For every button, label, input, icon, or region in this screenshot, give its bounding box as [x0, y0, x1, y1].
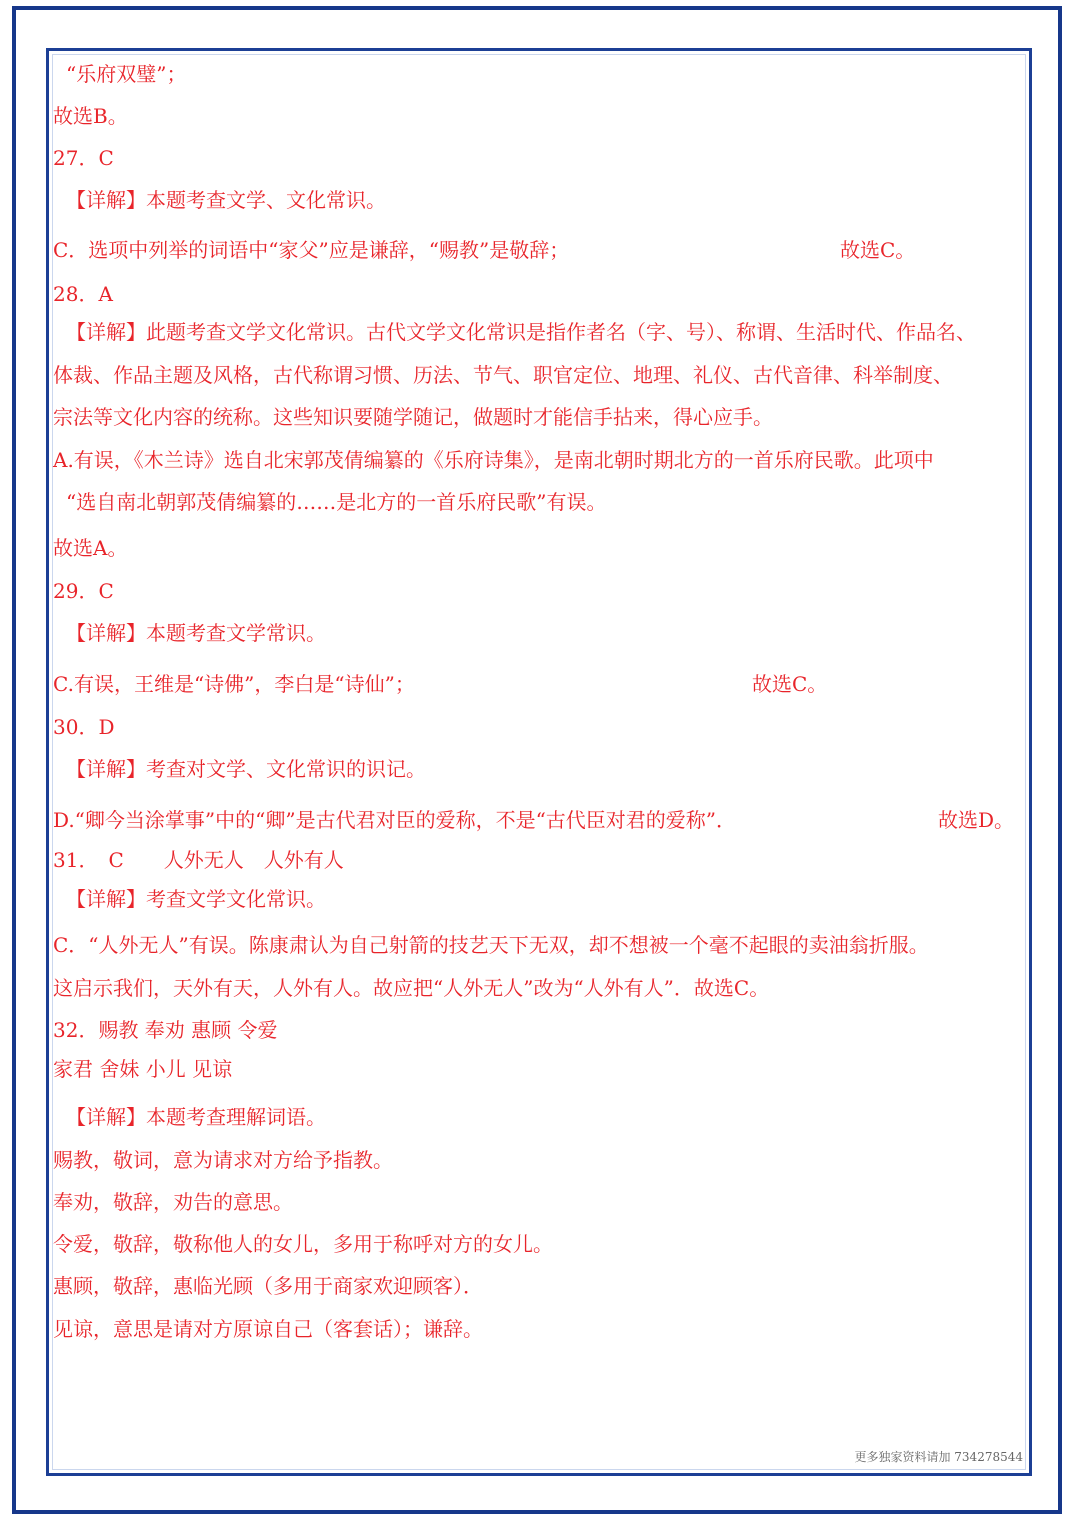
text-line: C．选项中列举的词语中“家父”应是谦辞，“赐教”是敬辞； [53, 238, 570, 262]
explanation-heading: 【详解】本题考查文学、文化常识。 [66, 188, 386, 212]
question-number: 28．A [53, 282, 113, 306]
text-line: D.“卿今当涂掌事”中的“卿”是古代君对臣的爱称，不是“古代臣对君的爱称”． [53, 808, 737, 832]
question-number: 29．C [53, 579, 114, 603]
text-line: A.有误，《木兰诗》选自北宋郭茂倩编纂的《乐府诗集》，是南北朝时期北方的一首乐府民歌。此项中 [53, 448, 934, 472]
question-number: 32．赐教 奉劝 惠顾 令爱 [53, 1018, 278, 1042]
text-line: 见谅，意思是请对方原谅自己（客套话）；谦辞。 [53, 1317, 483, 1341]
explanation-heading: 【详解】考查文学文化常识。 [66, 887, 326, 911]
answer-choice: 故选C。 [840, 238, 916, 262]
question-number: 31． C 人外无人 人外有人 [53, 848, 344, 872]
text-line: “选自南北朝郭茂倩编纂的……是北方的一首乐府民歌”有误。 [66, 490, 607, 514]
text-line: 惠顾，敬辞，惠临光顾（多用于商家欢迎顾客）． [53, 1274, 483, 1298]
text-line: 这启示我们，天外有天，人外有人。故应把“人外无人”改为“人外有人”．故选C。 [53, 976, 770, 1000]
question-number: 30．D [53, 715, 115, 739]
explanation-heading: 【详解】本题考查理解词语。 [66, 1105, 326, 1129]
question-number: 27．C [53, 146, 114, 170]
text-line: C．“人外无人”有误。陈康肃认为自己射箭的技艺天下无双，却不想被一个毫不起眼的卖油翁折服。 [53, 933, 929, 957]
text-line: 故选B。 [53, 104, 128, 128]
answer-choice: 故选D。 [938, 808, 1015, 832]
text-line: 体裁、作品主题及风格，古代称谓习惯、历法、节气、职官定位、地理、礼仪、古代音律、科举制度、 [53, 363, 953, 387]
text-line: “乐府双璧”； [66, 62, 187, 86]
answer-choice: 故选A。 [53, 536, 128, 560]
text-line: 宗法等文化内容的统称。这些知识要随学随记，做题时才能信手拈来，得心应手。 [53, 405, 773, 429]
text-line: C.有误，王维是“诗佛”，李白是“诗仙”； [53, 672, 415, 696]
explanation-heading: 【详解】本题考查文学常识。 [66, 621, 326, 645]
text-line: 奉劝，敬辞，劝告的意思。 [53, 1190, 293, 1214]
footer-note: 更多独家资料请加 734278544 [854, 1450, 1023, 1464]
text-line: 家君 舍妹 小儿 见谅 [53, 1057, 233, 1081]
explanation-heading: 【详解】此题考查文学文化常识。古代文学文化常识是指作者名（字、号）、称谓、生活时代、作品名、 [66, 320, 976, 344]
text-line: 赐教，敬词，意为请求对方给予指教。 [53, 1148, 393, 1172]
answer-choice: 故选C。 [752, 672, 828, 696]
text-line: 令爱，敬辞，敬称他人的女儿，多用于称呼对方的女儿。 [53, 1232, 553, 1256]
explanation-heading: 【详解】考查对文学、文化常识的识记。 [66, 757, 426, 781]
